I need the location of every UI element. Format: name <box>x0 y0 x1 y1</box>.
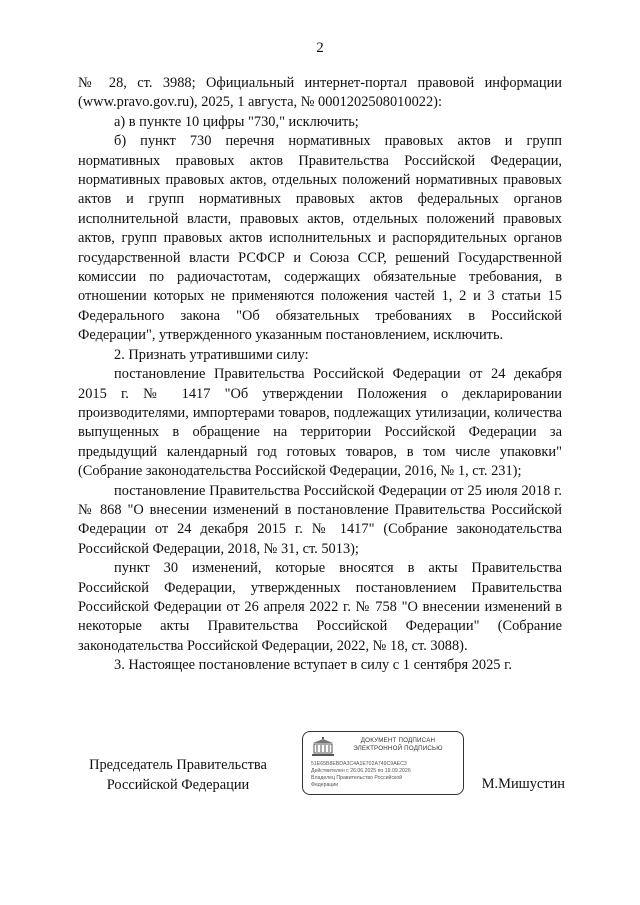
signatory-name: М.Мишустин <box>481 776 565 792</box>
paragraph-repeal-heading: 2. Признать утратившими силу: <box>114 346 309 363</box>
paragraph-repeal-1417: постановление Правительства Российской Федерации от 24 декабря 2015 г. № 1417 "Об утверждении Положения о декларировании производителями, импортерами товаров, подлежащих утилизации, количества выпущенных в обращение на территории Российской Федерации за предыдущий календарный год готовых товаров, в том числе упаковки" (Собрание законодательства Российской Федерации, 2016, № 1, ст. 231); <box>78 366 562 480</box>
signatory-position <box>78 756 278 795</box>
paragraph-repeal-868: постановление Правительства Российской Федерации от 25 июля 2018 г. № 868 "О внесении изменений в постановление Правительства Российской Федерации от 24 декабря 2015 г. № 1417" (Собрание законодательства Российской Федерации, 2018, № 31, ст. 5013); <box>78 482 562 557</box>
electronic-signature-stamp <box>302 731 464 795</box>
stamp-owner: Владелец Правительство Российской <box>311 775 403 781</box>
paragraph-repeal-758: пункт 30 изменений, которые вносятся в акты Правительства Российской Федерации, утвержденных постановлением Правительства Российской Федерации от 26 апреля 2022 г. № 758 "О внесении изменений в некоторые акты Правительства Российской Федерации" (Собрание законодательства Российской Федерации, 2022, № 18, ст. 3088). <box>78 560 562 654</box>
government-building-icon <box>311 737 335 757</box>
signatory-position-line2: Российской Федерации <box>106 776 250 793</box>
signatory-position-line1: Председатель Правительства <box>89 757 267 773</box>
document-body <box>78 74 562 676</box>
paragraph-effective-date: 3. Настоящее постановление вступает в силу с 1 сентября 2025 г. <box>114 657 512 674</box>
paragraph-item-a: а) в пункте 10 цифры "730," исключить; <box>114 113 359 130</box>
paragraph-source-continuation: № 28, ст. 3988; Официальный интернет-портал правовой информации (www.pravo.gov.ru), 2025, 1 августа, № 0001202508010022): <box>78 75 562 111</box>
stamp-owner-continuation: Федерации <box>311 782 339 788</box>
page-number: 2 <box>316 40 324 56</box>
paragraph-item-b: б) пункт 730 перечня нормативных правовых актов и групп нормативных правовых актов Правительства Российской Федерации, нормативных правовых актов, отдельных положений нормативных правовых актов и групп нормативных правовых актов федеральных органов исполнительной власти, правовых актов, отдельных положений правовых актов, групп правовых актов исполнительных и распорядительных органов государственной власти РСФСР и Союза ССР, решений Государственной комиссии по радиочастотам, содержащих обязательные требования, в отношении которых не применяются положения частей 1, 2 и 3 статьи 15 Федерального закона "Об обязательных требованиях в Российской Федерации", утвержденного указанным постановлением, исключить. <box>78 133 562 344</box>
stamp-title: ДОКУМЕНТ ПОДПИСАН ЭЛЕКТРОННОЙ ПОДПИСЬЮ <box>353 737 443 752</box>
stamp-validity: Действителен с 26.06.2025 по 19.09.2026 <box>311 768 411 774</box>
stamp-certificate: 51E65B8EBDA3C4A1E702A749C9AEC3 <box>311 761 407 767</box>
